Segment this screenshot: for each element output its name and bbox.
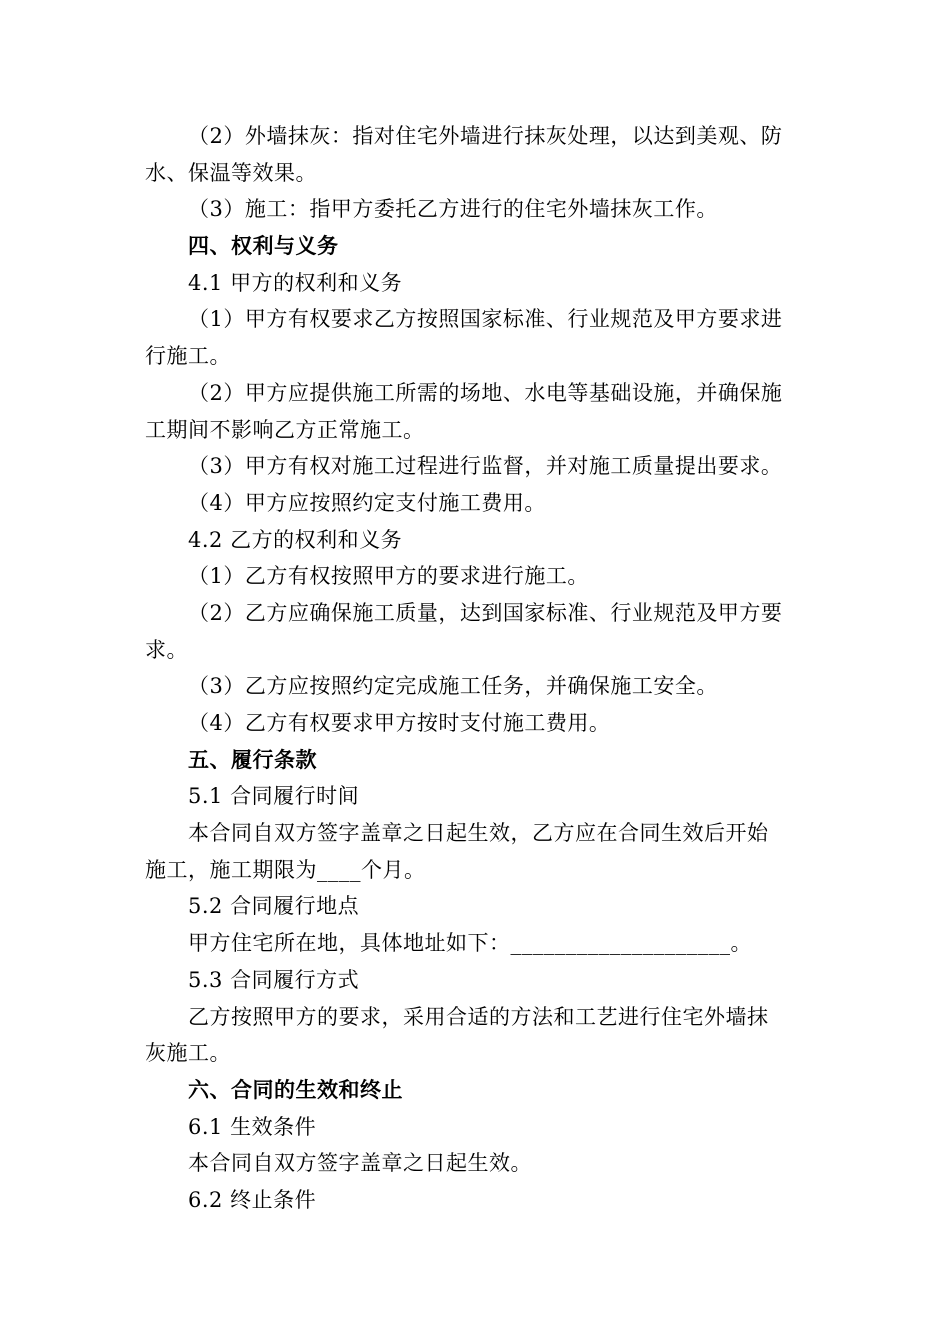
paragraph-line: （2）乙方应确保施工质量，达到国家标准、行业规范及甲方要	[188, 600, 783, 625]
paragraph-line: （4）乙方有权要求甲方按时支付施工费用。	[188, 711, 611, 735]
paragraph-line: 6.2 终止条件	[188, 1187, 317, 1212]
paragraph-line: 灰施工。	[145, 1041, 231, 1066]
paragraph-line: （1）乙方有权按照甲方的要求进行施工。	[188, 564, 589, 589]
section-heading: 四、权利与义务	[188, 234, 339, 259]
paragraph-line: 5.2 合同履行地点	[188, 894, 360, 919]
paragraph-line: 行施工。	[145, 344, 231, 369]
paragraph-line: 6.1 生效条件	[188, 1114, 317, 1139]
paragraph-line: 本合同自双方签字盖章之日起生效，乙方应在合同生效后开始	[188, 821, 769, 846]
paragraph-line: 5.3 合同履行方式	[188, 967, 360, 992]
paragraph-line: （3）甲方有权对施工过程进行监督，并对施工质量提出要求。	[188, 454, 783, 479]
paragraph-line: （1）甲方有权要求乙方按照国家标准、行业规范及甲方要求进	[188, 307, 783, 332]
paragraph-line: 5.1 合同履行时间	[188, 784, 360, 809]
paragraph-line: 求。	[145, 637, 188, 662]
paragraph-line: 水、保温等效果。	[145, 160, 317, 185]
paragraph-line: 本合同自双方签字盖章之日起生效。	[188, 1151, 532, 1176]
paragraph-line: （2）甲方应提供施工所需的场地、水电等基础设施，并确保施	[188, 380, 783, 405]
paragraph-line: 施工，施工期限为____个月。	[145, 857, 426, 882]
paragraph-line: （2）外墙抹灰：指对住宅外墙进行抹灰处理，以达到美观、防	[188, 124, 783, 148]
section-heading: 五、履行条款	[188, 747, 317, 772]
paragraph-line: （3）乙方应按照约定完成施工任务，并确保施工安全。	[188, 674, 718, 699]
section-heading: 六、合同的生效和终止	[188, 1077, 403, 1102]
paragraph-line: （3）施工：指甲方委托乙方进行的住宅外墙抹灰工作。	[188, 197, 718, 222]
paragraph-line: 4.2 乙方的权利和义务	[188, 527, 403, 552]
paragraph-line: 甲方住宅所在地，具体地址如下：____________________。	[188, 931, 752, 956]
document-body	[145, 118, 810, 1219]
paragraph-line: （4）甲方应按照约定支付施工费用。	[188, 490, 546, 515]
paragraph-line: 乙方按照甲方的要求，采用合适的方法和工艺进行住宅外墙抹	[188, 1004, 769, 1029]
paragraph-line: 工期间不影响乙方正常施工。	[145, 417, 425, 442]
paragraph-line: 4.1 甲方的权利和义务	[188, 270, 403, 295]
